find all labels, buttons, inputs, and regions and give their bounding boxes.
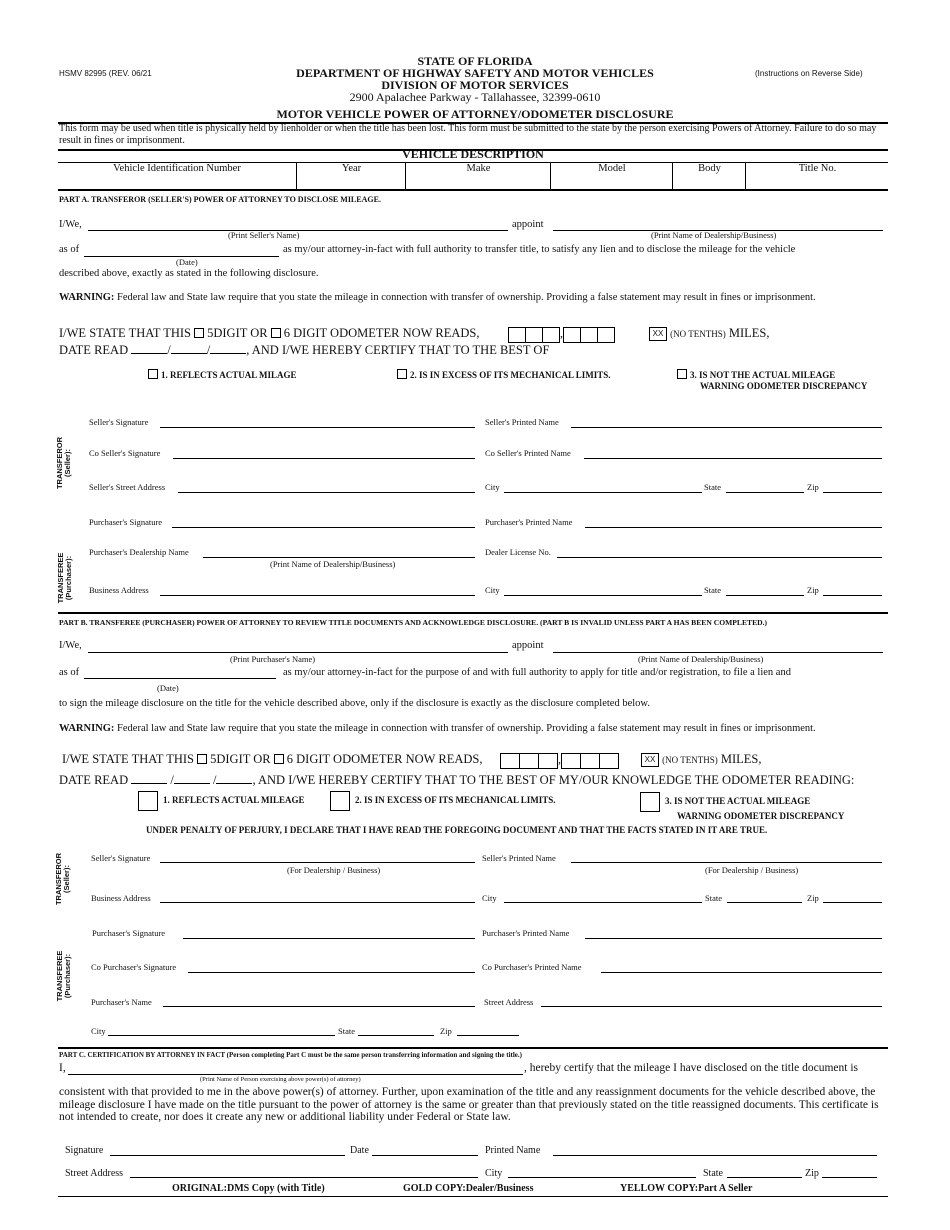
part-c-body: consistent with that provided to me in the above power(s) of attorney. Further, upon examination of the title and any reassignment documents for the vehicle described above, the mileage disclosure I have made on the title pursuant to the power of attorney is the same or greater than that previously stated on the title reassigned documents. This certificate is not intended to create, nor does it create any new or additional liability under Federal or State law. [59, 1086, 879, 1123]
footer-yellow: YELLOW COPY:Part A Seller [620, 1183, 753, 1194]
a-business-address-field[interactable] [160, 595, 475, 596]
part-a-warning: WARNING: Federal law and State law require that you state the mileage in connection with transfer of ownership. Providing a false statement may result in fines or imprisonment. [59, 292, 816, 303]
a-seller-printed-field[interactable] [571, 427, 882, 428]
part-b-odometer-line: I/WE STATE THAT THIS 5DIGIT OR 6 DIGIT ODOMETER NOW READS, [62, 752, 483, 766]
b-six-digit-checkbox[interactable] [274, 754, 284, 764]
tenths-box: XX [649, 327, 667, 341]
part-b-odometer-boxes[interactable]: , [500, 752, 619, 769]
col-title-no: Title No. [745, 163, 889, 190]
c-zip-field[interactable] [822, 1177, 877, 1178]
b-actual-checkbox[interactable] [138, 791, 158, 811]
col-year: Year [296, 163, 406, 190]
col-model: Model [550, 163, 673, 190]
agency-address: 2900 Apalachee Parkway - Tallahassee, 32399-0610 [349, 90, 601, 104]
b-business-city-field[interactable] [504, 902, 702, 903]
b-co-purchaser-signature-field[interactable] [188, 972, 475, 973]
c-attorney-name-field[interactable] [68, 1074, 523, 1075]
a-business-city-field[interactable] [504, 595, 702, 596]
col-body: Body [672, 163, 746, 190]
b-purchaser-printed-field[interactable] [585, 938, 882, 939]
a-co-seller-signature-field[interactable] [173, 458, 475, 459]
a-seller-street-field[interactable] [178, 492, 475, 493]
part-a-odometer-boxes[interactable]: , [508, 326, 615, 343]
part-a-heading: PART A. TRANSFEROR (SELLER'S) POWER OF ATTORNEY TO DISCLOSE MILEAGE. [59, 195, 381, 204]
b-co-purchaser-printed-field[interactable] [601, 972, 882, 973]
c-printed-name-field[interactable] [553, 1155, 877, 1156]
form-number: HSMV 82995 (REV. 06/21 [59, 69, 152, 78]
part-a-actual-checkbox[interactable] [148, 369, 158, 379]
a-purchaser-printed-field[interactable] [585, 527, 882, 528]
five-digit-checkbox[interactable] [194, 328, 204, 338]
part-a-not-actual-checkbox[interactable] [677, 369, 687, 379]
perjury-statement: UNDER PENALTY OF PERJURY, I DECLARE THAT I HAVE READ THE FOREGOING DOCUMENT AND THAT THE FACTS STATED IN IT ARE TRUE. [146, 825, 768, 835]
footer-original: ORIGINAL:DMS Copy (with Title) [172, 1183, 325, 1194]
part-c-heading: PART C. CERTIFICATION BY ATTORNEY IN FACT (Person completing Part C must be the same person transferring information and signing the title.) [59, 1051, 522, 1059]
a-seller-signature-field[interactable] [160, 427, 475, 428]
a-seller-city-field[interactable] [504, 492, 702, 493]
b-state-field[interactable] [358, 1035, 434, 1036]
state-title: STATE OF FLORIDA [417, 54, 533, 68]
col-make: Make [405, 163, 551, 190]
b-business-state-field[interactable] [727, 902, 802, 903]
b-dealership-name-field[interactable] [553, 652, 883, 653]
footer-gold: GOLD COPY:Dealer/Business [403, 1183, 534, 1194]
a-purchaser-dealership-field[interactable] [203, 557, 475, 558]
b-tenths-box: XX [641, 753, 659, 767]
part-a-transferor-label: TRANSFEROR (Seller): [55, 436, 72, 490]
b-business-address-field[interactable] [160, 902, 475, 903]
a-dealer-license-field[interactable] [557, 557, 882, 558]
part-b-attorney-text: as my/our attorney-in-fact for the purpose of and with full authority to apply for title and/or registration, to file a lien and [283, 667, 791, 678]
part-a-transferee-label: TRANSFEREE (Purchaser): [56, 552, 73, 604]
part-a-odometer-line: I/WE STATE THAT THIS 5DIGIT OR 6 DIGIT ODOMETER NOW READS, [59, 326, 480, 340]
division-title: DIVISION OF MOTOR SERVICES [381, 78, 569, 92]
part-a-excess-checkbox[interactable] [397, 369, 407, 379]
purchaser-name-field[interactable] [88, 652, 508, 653]
six-digit-checkbox[interactable] [271, 328, 281, 338]
part-b-date-field[interactable] [84, 678, 276, 679]
part-b-date-read: DATE READ / / , AND I/WE HEREBY CERTIFY THAT TO THE BEST OF MY/OUR KNOWLEDGE THE ODOMETER READING: [59, 773, 855, 787]
c-date-field[interactable] [372, 1155, 478, 1156]
b-business-zip-field[interactable] [823, 902, 882, 903]
a-seller-zip-field[interactable] [823, 492, 882, 493]
part-a-date-read: DATE READ / / , AND I/WE HEREBY CERTIFY THAT TO THE BEST OF [59, 343, 550, 357]
part-a-attorney-text: as my/our attorney-in-fact with full authority to transfer title, to satisfy any lien and to disclose the mileage for the vehicle [283, 244, 796, 255]
b-seller-printed-field[interactable] [571, 862, 882, 863]
a-co-seller-printed-field[interactable] [584, 458, 882, 459]
part-a-iwe: I/We, [59, 219, 82, 230]
b-seller-signature-field[interactable] [160, 862, 475, 863]
c-city-field[interactable] [508, 1177, 696, 1178]
b-purchaser-signature-field[interactable] [183, 938, 475, 939]
a-seller-state-field[interactable] [726, 492, 804, 493]
b-five-digit-checkbox[interactable] [197, 754, 207, 764]
b-excess-checkbox[interactable] [330, 791, 350, 811]
a-business-state-field[interactable] [726, 595, 804, 596]
c-state-field[interactable] [727, 1177, 802, 1178]
b-purchaser-name-field[interactable] [163, 1006, 475, 1007]
part-b-transferee-label: TRANSFEREE (Purchaser): [55, 950, 72, 1002]
instructions-note: (Instructions on Reverse Side) [755, 69, 863, 78]
c-street-field[interactable] [130, 1177, 478, 1178]
vehicle-heading: VEHICLE DESCRIPTION [402, 147, 544, 161]
part-b-warning: WARNING: Federal law and State law require that you state the mileage in connection with transfer of ownership. Providing a false statement may result in fines or imprisonment. [59, 723, 816, 734]
part-b-transferor-label: TRANSFEROR (Seller): [54, 852, 71, 906]
col-vin: Vehicle Identification Number [113, 163, 241, 174]
b-zip-field[interactable] [457, 1035, 519, 1036]
c-signature-field[interactable] [110, 1155, 345, 1156]
b-city-field[interactable] [108, 1035, 335, 1036]
part-b-heading: PART B. TRANSFEREE (PURCHASER) POWER OF ATTORNEY TO REVIEW TITLE DOCUMENTS AND ACKNOWLEDGE DISCLOSURE. (PART B IS INVALID UNLESS PART A HAS BEEN COMPLETED.) [59, 618, 768, 627]
a-business-zip-field[interactable] [823, 595, 882, 596]
intro-text: This form may be used when title is physically held by lienholder or when the title has been lost. This form must be submitted to the state by the person exercising Powers of Attorney. Failure to do so may result in fines or imprisonment. [59, 123, 877, 146]
a-purchaser-signature-field[interactable] [172, 527, 475, 528]
part-a-appoint: appoint [512, 219, 544, 230]
b-street-address-field[interactable] [541, 1006, 882, 1007]
dept-title: DEPARTMENT OF HIGHWAY SAFETY AND MOTOR VEHICLES [296, 66, 654, 80]
form-title: MOTOR VEHICLE POWER OF ATTORNEY/ODOMETER DISCLOSURE [276, 107, 674, 121]
b-not-actual-checkbox[interactable] [640, 792, 660, 812]
